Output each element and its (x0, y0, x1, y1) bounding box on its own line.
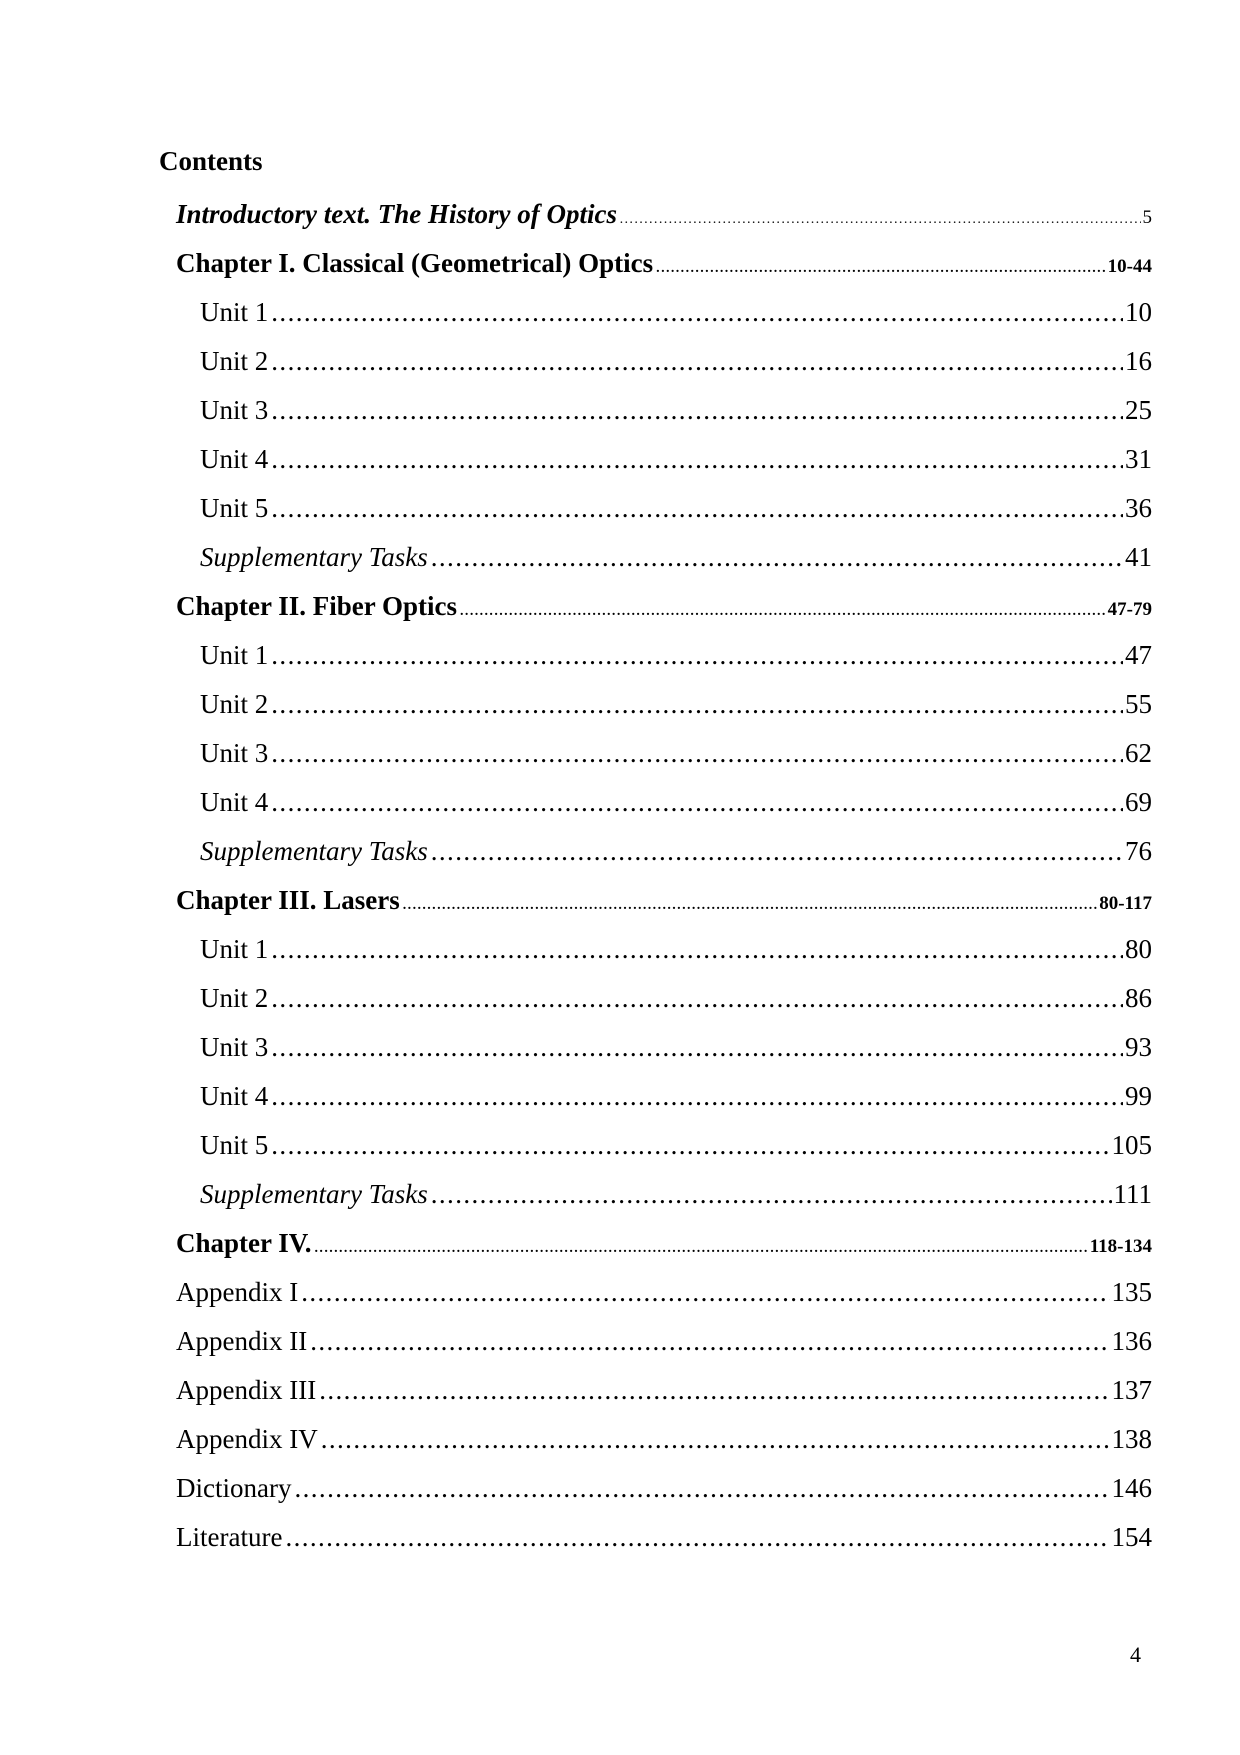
toc-entry (176, 1470, 1152, 1519)
toc-entry (176, 784, 1152, 833)
toc-entry (176, 343, 1152, 392)
toc-entry-title: Unit 5 (200, 493, 269, 523)
toc-entry-page: 146 (1111, 1473, 1152, 1503)
toc-dot-leader (656, 251, 1106, 287)
toc-entry-page: 86 (1125, 983, 1152, 1013)
toc-dot-leader (620, 202, 1141, 238)
toc-dot-leader (271, 441, 1123, 477)
toc-entry-title: Literature (176, 1522, 283, 1552)
toc-entry-page: 10-44 (1107, 256, 1152, 277)
toc-entry-title: Unit 1 (200, 934, 269, 964)
toc-entry-page: 10 (1125, 297, 1152, 327)
toc-entry-title: Supplementary Tasks (200, 836, 428, 866)
toc-entry-title: Chapter II. Fiber Optics (176, 591, 458, 621)
toc-entry (176, 931, 1152, 980)
toc-entry-page: 47 (1125, 640, 1152, 670)
toc-dot-leader (319, 1372, 1109, 1408)
toc-entry-title: Unit 4 (200, 444, 269, 474)
toc-entry-page: 62 (1125, 738, 1152, 768)
toc-dot-leader (271, 637, 1123, 673)
toc-dot-leader (271, 784, 1123, 820)
toc-entry-title: Unit 3 (200, 395, 269, 425)
toc-entry-page: 135 (1111, 1277, 1152, 1307)
toc-entry-title: Chapter IV. (176, 1228, 312, 1258)
toc-entry-title: Dictionary (176, 1473, 292, 1503)
toc-dot-leader (271, 1078, 1123, 1114)
toc-dot-leader (271, 343, 1123, 379)
toc-dot-leader (315, 1231, 1088, 1267)
toc-entry (176, 833, 1152, 882)
toc-entry (176, 490, 1152, 539)
toc-entry (176, 1274, 1152, 1323)
toc-entry-title: Appendix II (176, 1326, 308, 1356)
toc-dot-leader (271, 686, 1123, 722)
toc-entry-title: Unit 2 (200, 689, 269, 719)
toc-entry-title: Unit 1 (200, 297, 269, 327)
toc-entry (176, 735, 1152, 784)
toc-entry-page: 137 (1111, 1375, 1152, 1405)
page-number: 4 (1130, 1642, 1141, 1667)
toc-entry (176, 1176, 1152, 1225)
toc-entry-page: 31 (1125, 444, 1152, 474)
toc-dot-leader (301, 1274, 1109, 1310)
toc-entry-page: 69 (1125, 787, 1152, 817)
toc-entry (176, 294, 1152, 343)
toc-entry (176, 1372, 1152, 1421)
toc-dot-leader (271, 392, 1123, 428)
toc-entry-title: Appendix III (176, 1375, 317, 1405)
toc-entry (176, 1225, 1152, 1274)
toc-entry-page: 138 (1111, 1424, 1152, 1454)
toc-entry-page: 154 (1111, 1522, 1152, 1552)
toc-dot-leader (271, 1127, 1109, 1163)
toc-dot-leader (321, 1421, 1110, 1457)
toc-dot-leader (403, 888, 1097, 924)
toc-entry-page: 118-134 (1089, 1236, 1152, 1257)
toc-dot-leader (460, 594, 1106, 630)
toc-entry (176, 1029, 1152, 1078)
toc-entry (176, 588, 1152, 637)
toc-entry-title: Unit 5 (200, 1130, 269, 1160)
toc-entry (176, 1519, 1152, 1568)
toc-dot-leader (285, 1519, 1109, 1555)
toc-dot-leader (431, 539, 1123, 575)
toc-entry (176, 441, 1152, 490)
toc-entry (176, 1078, 1152, 1127)
toc-entry-page: 80-117 (1099, 893, 1152, 914)
toc-dot-leader (271, 294, 1123, 330)
toc-entry (176, 1127, 1152, 1176)
toc-entry (176, 196, 1152, 245)
toc-entry-page: 111 (1113, 1179, 1152, 1209)
toc-dot-leader (271, 931, 1123, 967)
toc-entry (176, 1323, 1152, 1372)
toc-entry (176, 882, 1152, 931)
toc-entry-title: Supplementary Tasks (200, 1179, 428, 1209)
toc-entry (176, 686, 1152, 735)
toc-entry-page: 80 (1125, 934, 1152, 964)
toc-entry-page: 99 (1125, 1081, 1152, 1111)
toc-dot-leader (431, 833, 1123, 869)
toc-entry-title: Unit 1 (200, 640, 269, 670)
toc-entry-page: 5 (1142, 207, 1152, 228)
toc-entry-title: Introductory text. The History of Optics (176, 199, 617, 229)
toc-entry (176, 245, 1152, 294)
toc-entry-title: Chapter I. Classical (Geometrical) Optics (176, 248, 654, 278)
table-of-contents (176, 196, 1152, 1568)
toc-entry-page: 55 (1125, 689, 1152, 719)
toc-entry-page: 16 (1125, 346, 1152, 376)
toc-entry (176, 392, 1152, 441)
contents-heading: Contents (159, 146, 263, 176)
toc-dot-leader (310, 1323, 1109, 1359)
toc-entry-title: Unit 3 (200, 1032, 269, 1062)
toc-dot-leader (271, 1029, 1123, 1065)
toc-entry-title: Chapter III. Lasers (176, 885, 400, 915)
toc-entry-page: 136 (1111, 1326, 1152, 1356)
toc-entry-title: Appendix I (176, 1277, 299, 1307)
toc-dot-leader (294, 1470, 1109, 1506)
toc-entry (176, 1421, 1152, 1470)
toc-entry-page: 41 (1125, 542, 1152, 572)
toc-entry-page: 76 (1125, 836, 1152, 866)
toc-entry (176, 637, 1152, 686)
toc-entry-page: 105 (1111, 1130, 1152, 1160)
toc-dot-leader (271, 735, 1123, 771)
toc-entry-page: 36 (1125, 493, 1152, 523)
toc-dot-leader (431, 1176, 1112, 1212)
toc-entry-title: Appendix IV (176, 1424, 318, 1454)
toc-entry-page: 93 (1125, 1032, 1152, 1062)
toc-entry-page: 25 (1125, 395, 1152, 425)
toc-entry-page: 47-79 (1107, 599, 1152, 620)
toc-entry-title: Unit 3 (200, 738, 269, 768)
toc-entry (176, 539, 1152, 588)
toc-entry-title: Unit 4 (200, 1081, 269, 1111)
toc-entry-title: Supplementary Tasks (200, 542, 428, 572)
toc-entry-title: Unit 4 (200, 787, 269, 817)
toc-dot-leader (271, 980, 1123, 1016)
toc-entry (176, 980, 1152, 1029)
toc-dot-leader (271, 490, 1123, 526)
toc-entry-title: Unit 2 (200, 983, 269, 1013)
toc-entry-title: Unit 2 (200, 346, 269, 376)
